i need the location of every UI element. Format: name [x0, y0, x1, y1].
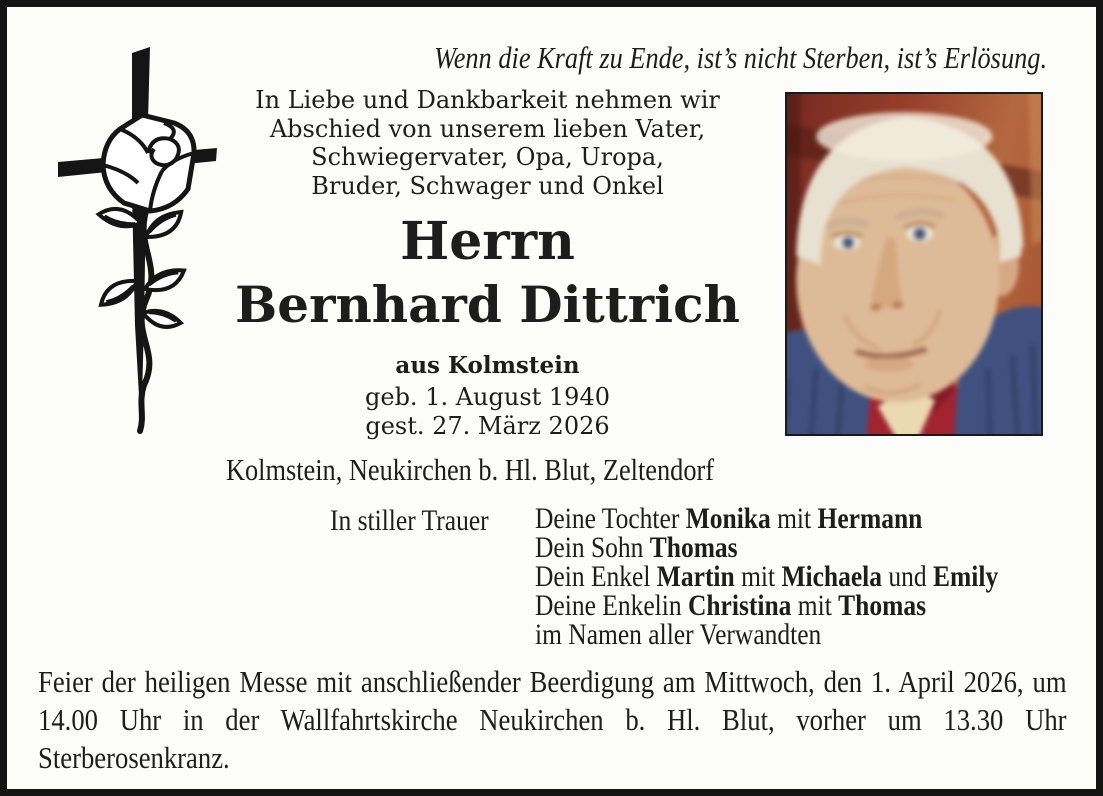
- mourner-name: Monika: [685, 502, 771, 535]
- mourner-name: Martin: [656, 560, 735, 593]
- mourner-text: Dein Sohn: [535, 531, 650, 564]
- intro-line: In Liebe und Dankbarkeit nehmen wir: [255, 86, 720, 114]
- mourners-closing-line: im Namen aller Verwandten: [535, 618, 822, 651]
- life-dates: [235, 383, 740, 440]
- memorial-quote: Wenn die Kraft zu Ende, ist’s nicht Sterben, ist’s Erlösung.: [434, 40, 1047, 75]
- mourner-text: und: [882, 560, 934, 593]
- mourner-name: Christina: [687, 589, 792, 622]
- mourner-name: Emily: [933, 560, 999, 593]
- intro-text: [235, 86, 740, 200]
- funeral-announcement: Feier der heiligen Messe mit anschließender Beerdigung am Mittwoch, den 1. April 2026, um 14.00 Uhr in der Wallfahrtskirche Neukirchen b. Hl. Blut, vorher um 13.30 Uhr Sterberosenkranz.: [38, 664, 1067, 775]
- intro-line: Schwiegervater, Opa, Uropa,: [311, 143, 664, 171]
- origin-line: aus Kolmstein: [395, 352, 580, 379]
- deceased-name: Bernhard Dittrich: [235, 275, 740, 334]
- places-line: Kolmstein, Neukirchen b. Hl. Blut, Zeltendorf: [225, 452, 715, 487]
- intro-line: Bruder, Schwager und Onkel: [311, 171, 664, 200]
- cross-rose-icon: [45, 45, 235, 445]
- mourner-line: [535, 562, 1079, 591]
- mourner-name: Thomas: [649, 531, 738, 564]
- mourner-line: [535, 504, 1079, 533]
- mourner-name: Thomas: [838, 589, 927, 622]
- mourner-text: mit: [791, 589, 839, 622]
- intro-line: Abschied von unserem lieben Vater,: [269, 114, 706, 143]
- mourner-text: Deine Tochter: [535, 502, 686, 535]
- death-date: gest. 27. März 2026: [365, 411, 610, 440]
- mourning-label: In stiller Trauer: [330, 504, 489, 537]
- birth-date: geb. 1. August 1940: [365, 383, 610, 411]
- mourner-text: mit: [734, 560, 782, 593]
- mourners-list: [535, 504, 1079, 649]
- mourner-text: Dein Enkel: [535, 560, 657, 593]
- deceased-salutation: Herrn: [400, 211, 575, 272]
- mourner-name: Michaela: [781, 560, 883, 593]
- portrait-photo: [785, 92, 1043, 436]
- mourner-text: mit: [770, 502, 818, 535]
- mourner-line: [535, 533, 1079, 562]
- mourner-text: Deine Enkelin: [535, 589, 688, 622]
- mourner-line: [535, 591, 1079, 620]
- mourner-name: Hermann: [817, 502, 923, 535]
